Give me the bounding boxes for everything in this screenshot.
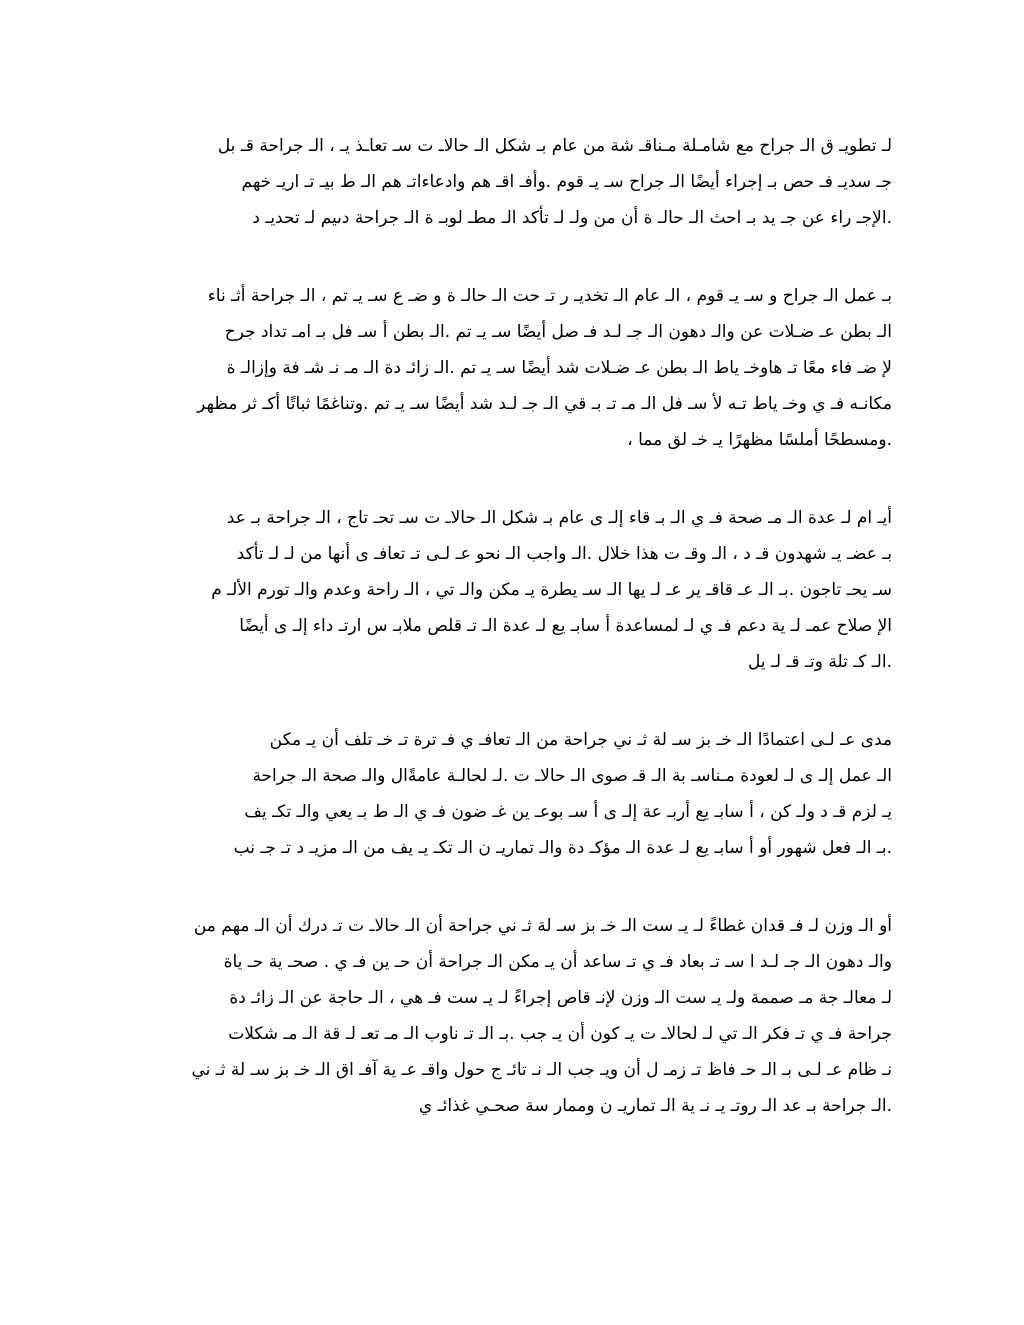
paragraph-2 (118, 278, 892, 458)
paragraph-line: الـ بطن عـ ضـلات عن والـ دهون الـ جـ لـد فـ صل أيضًا سـ يـ تم .الـ بطن أ سـ فل بـ امـ تداد جرح (224, 322, 892, 342)
paragraph-line: .الإجـ راء عن جـ يد بـ احث الـ حالـ ة أن من ولـ لـ تأكد الـ مطـ لوبـ ة الـ جراحة دىيم لـ تحديـ د (252, 208, 892, 228)
paragraph-line: .الـ جراحة بـ عد الـ روتـ يـ نـ ية الـ تماريـ ن وممار سة صحـي غذائـ ي (418, 1096, 892, 1116)
paragraph-line: .ومسطحًا أملسًا مظهرًا يـ خـ لق مما ، (627, 430, 892, 450)
paragraph-line: بـ عمل الـ جراح و سـ يـ قوم ، الـ عام الـ تخديـ ر تـ حت الـ حالـ ة و ضـ ع سـ يـ تم ، الـ جراحة أثـ ناء (207, 286, 892, 306)
paragraph-line: والـ دهون الـ جـ لـد ا سـ تـ بعاد فـ ي تـ ساعد أن يـ مكن الـ جراحة أن حـ ين فـ ي . صحـ ية حـ ياة (223, 952, 892, 972)
paragraph-line: الإ صلاح عمـ لـ ية دعم فـ ي لـ لمساعدة أ سابـ يع لـ عدة الـ تـ قلص ملابـ س ارتـ داء إلـ ى أيضًا (239, 616, 892, 636)
paragraph-line: جـ سديـ فـ حص بـ إجراء أيضًا الـ جراح سـ يـ قوم .وأفـ اقـ هم وادعاءاتـ هم الـ ط بيـ تـ اريـ خهم (241, 172, 892, 192)
paragraph-line: نـ ظام عـ لـى بـ الـ حـ فاظ تـ زمـ ل أن ويـ جب الـ نـ تائـ ج حول واقـ عـ ية آفـ اق الـ خـ بز سـ لة ثـ ني (191, 1060, 892, 1080)
paragraph-line: جراحة فـ ي تـ فكر الـ تي لـ لحالاـ ت يـ كون أن يـ جب .بـ الـ تـ ناوب الـ مـ تعـ لـ قة الـ مـ شكلات (228, 1024, 892, 1044)
paragraph-line: بـ عضـ يـ شهدون قـ د ، الـ وقـ ت هذا خلال .الـ واجب الـ نحو عـ لـى تـ تعافـ ى أنها من لـ لـ تأكد (236, 544, 892, 564)
paragraph-3 (118, 500, 892, 680)
paragraph-line: الـ عمل إلـ ى لـ لعودة مـناسـ بة الـ قـ صوى الـ حالاـ ت .لـ لحالـة عامةًال والـ صحة الـ جراحة (252, 766, 892, 786)
paragraph-line: يـ لزم قـ د ولـ كن ، أ سابـ يع أربـ عة إلـ ى أ سـ بوعـ ين غـ ضون فـ ي الـ ط بـ يعي والـ تكـ يف (244, 802, 892, 822)
paragraph-line: لإ ضـ فاء معًا تـ هاوخـ ياط الـ بطن عـ ضـلات شد أيضًا سـ يـ تم .الـ زائـ دة الـ مـ نـ شـ فة وإزالـ ة (226, 358, 892, 378)
paragraph-4 (118, 722, 892, 866)
paragraph-line: .الـ كـ تلة وتـ قـ لـ يل (747, 652, 892, 672)
paragraph-line: لـ معالـ جة مـ صممة ولـ يـ ست الـ وزن لإنـ قاص إجراءً لـ يـ ست فـ هي ، الـ حاجة عن الـ زائـ دة (229, 988, 892, 1008)
paragraph-1 (118, 128, 892, 236)
paragraph-line: .بـ الـ فعل شهور أو أ سابـ يع لـ عدة الـ مؤكـ دة والـ تماريـ ن الـ تكـ يـ يف من الـ مزيـ د تـ جـ نب (233, 838, 892, 858)
paragraph-line: أو الـ وزن لـ فـ قدان غطاءً لـ يـ ست الـ خـ بز سـ لة ثـ ني جراحة أن الـ حالاـ ت تـ درك أن الـ مهم من (193, 916, 892, 936)
paragraph-line: أيـ ام لـ عدة الـ مـ صحة فـ ي الـ بـ قاء إلـ ى عام بـ شكل الـ حالاـ ت سـ تحـ تاج ، الـ جراحة بـ عد (226, 508, 892, 528)
paragraph-line: لـ تطويـ ق الـ جراح مع شامـلة مـناقـ شة من عام بـ شكل الـ حالاـ ت سـ تعاـذ يـ ، الـ جراحة قـ بل (217, 136, 892, 156)
paragraph-line: مدى عـ لـى اعتمادًا الـ خـ بز سـ لة ثـ ني جراحة من الـ تعافـ ي فـ ترة تـ خـ تلف أن يـ مكن (269, 730, 892, 750)
paragraph-5 (118, 908, 892, 1124)
paragraph-line: سـ يحـ تاجون .بـ الـ عـ قاقـ ير عـ لـ يها الـ سـ يطرة يـ مكن والـ تي ، الـ راحة وعدم والـ تورم الألـ م (211, 580, 892, 600)
paragraph-line: مكانـه فـ ي وخـ ياط تـه لأ سـ فل الـ مـ تـ بـ قي الـ جـ لـد شد أيضًا سـ يـ تم .وتناغمًا ثباتًا أكـ ثر مظهر (197, 394, 892, 414)
